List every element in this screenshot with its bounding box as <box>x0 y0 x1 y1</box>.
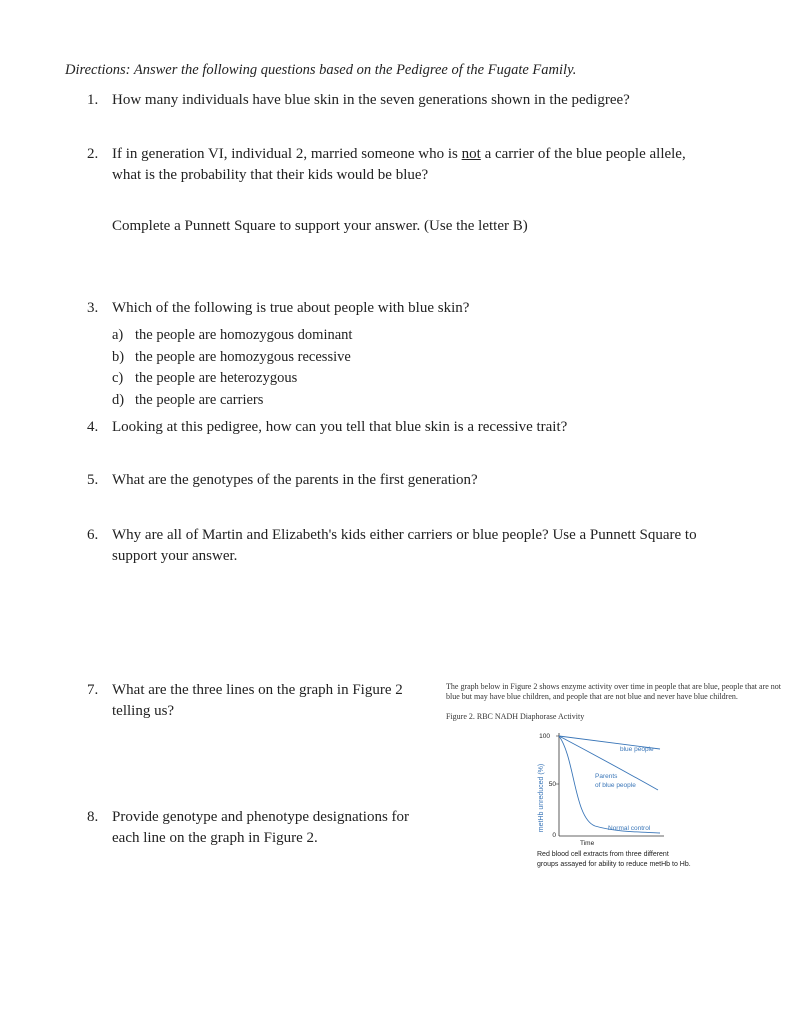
question-6 <box>87 525 747 569</box>
option-text: the people are carriers <box>135 392 264 408</box>
question-number: 7. <box>87 682 99 698</box>
question-1 <box>87 90 687 112</box>
emphasis-not: not <box>461 146 481 162</box>
question-number: 6. <box>87 527 99 543</box>
question-text: each line on the graph in Figure 2. <box>112 830 318 846</box>
y-tick-50: 50 <box>548 781 556 788</box>
enzyme-activity-chart <box>530 728 680 850</box>
question-text: What are the three lines on the graph in Figure 2 <box>112 682 403 698</box>
question-text: what is the probability that their kids would be blue? <box>112 167 429 183</box>
question-5 <box>87 470 687 492</box>
question-number: 2. <box>87 146 99 162</box>
y-axis-label: metHb unreduced (%) <box>538 763 545 833</box>
question-text: Provide genotype and phenotype designations for <box>112 809 410 825</box>
caption-line: Red blood cell extracts from three different <box>537 851 669 858</box>
question-7 <box>87 680 432 724</box>
series-label-blue-people: blue people <box>620 746 654 753</box>
series-label-normal-control: Normal control <box>608 825 651 832</box>
series-label-parents: Parents <box>595 773 618 780</box>
question-number: 5. <box>87 472 99 488</box>
option-letter: b) <box>112 349 125 365</box>
question-text: support your answer. <box>112 548 238 564</box>
option-b <box>112 347 351 368</box>
caption-line: groups assayed for ability to reduce metHb to Hb. <box>537 861 691 868</box>
option-letter: d) <box>112 392 125 408</box>
question-text: Looking at this pedigree, how can you tell that blue skin is a recessive trait? <box>112 419 568 435</box>
series-label-parents-2: of blue people <box>595 782 636 789</box>
option-text: the people are homozygous dominant <box>135 327 353 343</box>
question-4 <box>87 417 687 439</box>
option-d <box>112 390 263 411</box>
option-a <box>112 325 352 346</box>
directions: Directions: Answer the following questions based on the Pedigree of the Fugate Family. <box>65 62 577 78</box>
option-letter: a) <box>112 327 124 343</box>
question-3 <box>87 298 687 320</box>
y-tick-100: 100 <box>539 733 550 740</box>
question-number: 4. <box>87 419 99 435</box>
y-tick-0: 0 <box>552 832 556 839</box>
question-8 <box>87 807 432 851</box>
question-text: Complete a Punnett Square to support your answer. (Use the letter B) <box>112 218 528 234</box>
graph-caption <box>537 850 691 870</box>
question-text: a carrier of the blue people allele, <box>484 146 686 162</box>
question-text: Which of the following is true about people with blue skin? <box>112 300 470 316</box>
question-text: If in generation VI, individual 2, married someone who is <box>112 146 458 162</box>
graph-intro: The graph below in Figure 2 shows enzyme activity over time in people that are blue, people that are not blue but may have blue children, and people that are not blue and never have blue children. <box>446 682 782 701</box>
option-text: the people are homozygous recessive <box>135 349 351 365</box>
question-text: Why are all of Martin and Elizabeth's kids either carriers or blue people? Use a Punnett Square to <box>112 527 697 543</box>
question-number: 8. <box>87 809 99 825</box>
figure-title: Figure 2. RBC NADH Diaphorase Activity <box>446 712 585 721</box>
question-number: 1. <box>87 92 99 108</box>
question-text: telling us? <box>112 703 175 719</box>
option-c <box>112 368 297 389</box>
question-2-punnett <box>87 216 687 238</box>
option-letter: c) <box>112 370 124 386</box>
question-2 <box>87 144 747 188</box>
question-number: 3. <box>87 300 99 316</box>
option-text: the people are heterozygous <box>135 370 298 386</box>
question-text: How many individuals have blue skin in the seven generations shown in the pedigree? <box>112 92 630 108</box>
x-axis-label: Time <box>580 840 595 847</box>
question-text: What are the genotypes of the parents in the first generation? <box>112 472 478 488</box>
